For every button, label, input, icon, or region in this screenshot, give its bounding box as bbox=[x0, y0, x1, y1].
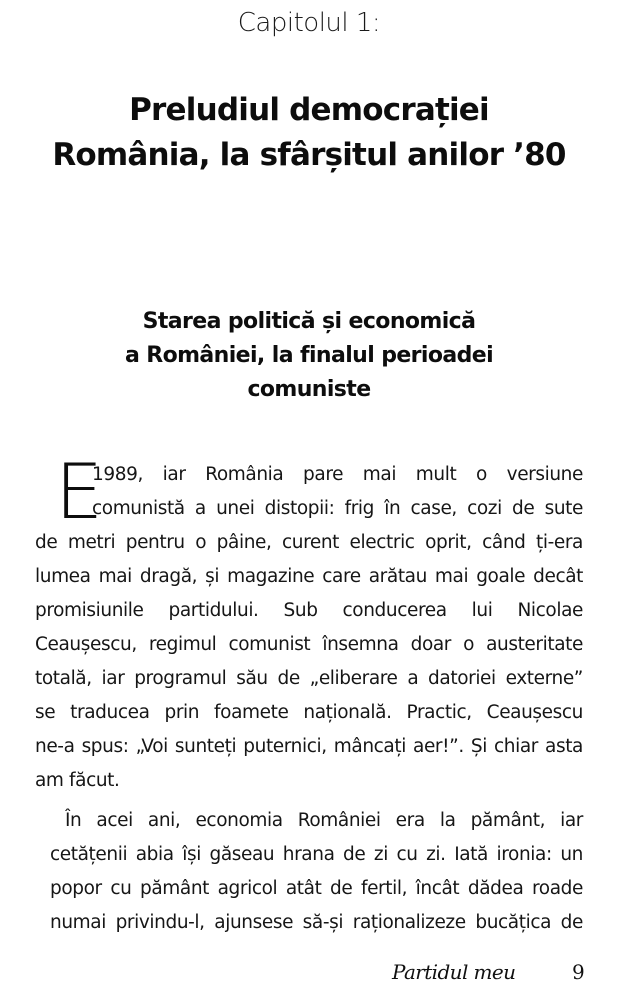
text-line: Ceaușescu, regimul comunist însemna doar o austeritate bbox=[35, 634, 583, 655]
text-line: se traducea prin foamete națională. Practic, Ceaușescu bbox=[35, 702, 583, 723]
drop-cap-block bbox=[35, 447, 583, 536]
body-text bbox=[35, 447, 583, 940]
footer-book-title: Partidul meu bbox=[392, 960, 516, 984]
text-line: promisiunile partidului. Sub conducerea lui Nicolae bbox=[35, 600, 583, 621]
text-line: ne-a spus: „Voi sunteți puternici, mâncați aer!”. Și chiar asta bbox=[35, 736, 583, 757]
text-line: comunistă a unei distopii: frig în case, cozi de sute bbox=[92, 498, 583, 519]
chapter-label: Capitolul 1: bbox=[237, 8, 381, 38]
text-line: totală, iar programul său de „eliberare a datoriei externe” bbox=[35, 668, 583, 689]
text-line: popor cu pământ agricol atât de fertil, încât dădea roade bbox=[50, 878, 583, 899]
paragraph-1 bbox=[35, 447, 583, 798]
drop-cap: E bbox=[55, 447, 103, 536]
page-number: 9 bbox=[572, 960, 585, 984]
chapter-title-line: România, la sfârșitul anilor ’80 bbox=[52, 137, 566, 173]
section-heading-line: Starea politică și economică bbox=[142, 309, 476, 334]
section-heading bbox=[0, 305, 618, 407]
text-line: am făcut. bbox=[35, 770, 120, 791]
chapter-title bbox=[0, 88, 618, 178]
section-heading-line: comuniste bbox=[247, 377, 371, 402]
text-line: de metri pentru o pâine, curent electric oprit, când ți-era bbox=[35, 532, 583, 553]
text-line: numai privindu-l, ajunsese să-și raționalizeze bucățica de bbox=[50, 912, 583, 933]
paragraph-2 bbox=[35, 804, 583, 940]
section-heading-line: a României, la finalul perioadei bbox=[124, 343, 494, 368]
text-line: 1989, iar România pare mai mult o versiune bbox=[92, 464, 583, 485]
chapter-title-line: Preludiul democrației bbox=[129, 92, 489, 128]
text-line: În acei ani, economia României era la pământ, iar bbox=[65, 810, 583, 831]
text-line: cetățenii abia își găseau hrana de zi cu zi. Iată ironia: un bbox=[50, 844, 583, 865]
text-line: lumea mai dragă, și magazine care arătau mai goale decât bbox=[35, 566, 583, 587]
page-footer bbox=[0, 960, 618, 990]
